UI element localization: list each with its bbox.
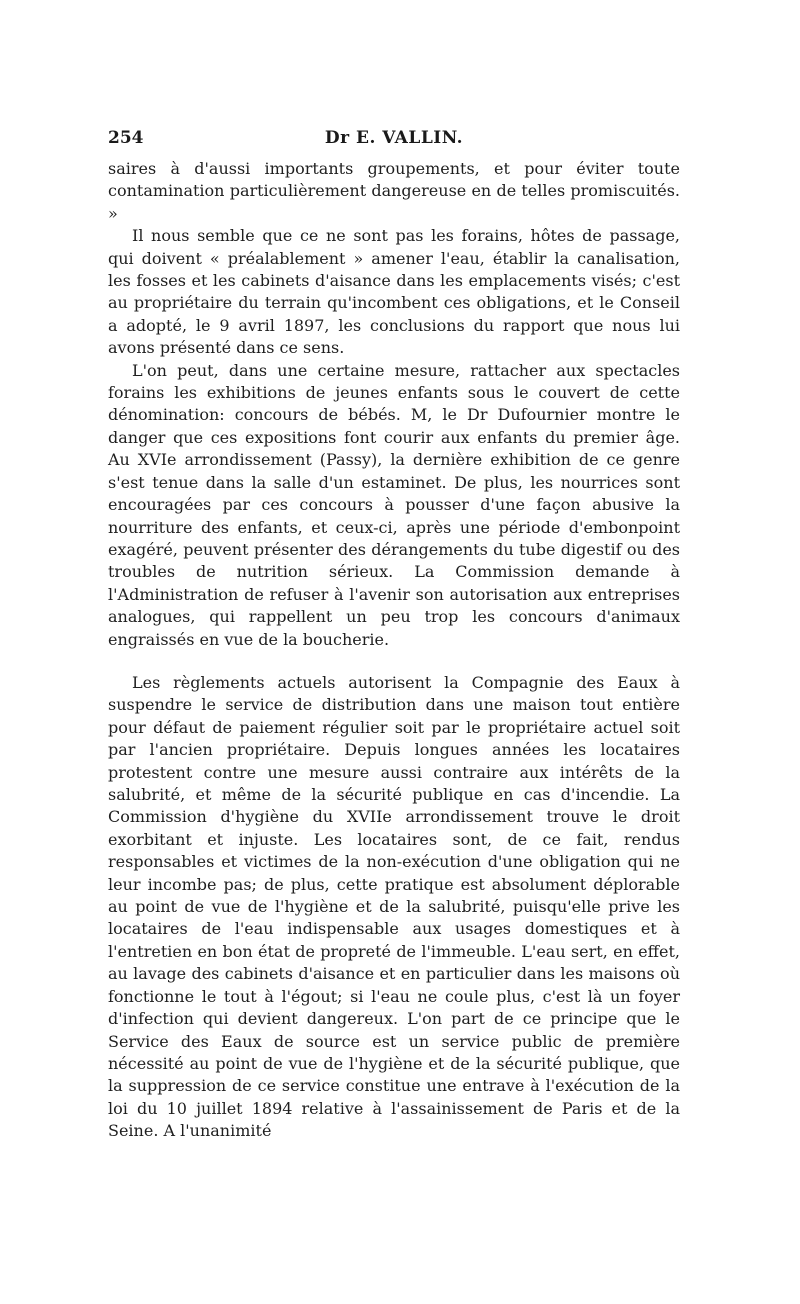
- paragraph-concours-bebes: L'on peut, dans une certaine mesure, rattacher aux spectacles forains les exhibitions de jeunes enfants sous le couvert de cette dénomination: concours de bébés. M, le Dr Dufournier montre le danger que ces expositions font courir aux enfants du premier âge. Au XVIe arrondissement (Passy), la dernière exhibition de ce genre s'est tenue dans la salle d'un estaminet. De plus, les nourrices sont encouragées par ces concours à pousser d'une façon abusive la nourriture des enfants, et ceux-ci, après une période d'embonpoint exagéré, peuvent présenter des dérangements du tube digestif ou des troubles de nutrition sérieux. La Commission demande à l'Administration de refuser à l'avenir son autorisation aux entreprises analogues, qui rappellent un peu trop les concours d'animaux engraissés en vue de la boucherie.: [108, 360, 680, 649]
- page-header: [108, 128, 680, 152]
- text-block-forains: [108, 158, 680, 651]
- running-head: Dr E. VALLIN.: [324, 128, 464, 148]
- paragraph-continuation: saires à d'aussi importants groupements, et pour éviter toute contamination particulièrement dangereuse en de telles promiscuités. »: [108, 159, 680, 223]
- text-block-eaux: [108, 672, 680, 1143]
- page-number: 254: [108, 128, 144, 148]
- paragraph-forains: Il nous semble que ce ne sont pas les forains, hôtes de passage, qui doivent « préalablement » amener l'eau, établir la canalisation, les fosses et les cabinets d'aisance dans les emplacements visés; c'est au propriétaire du terrain qu'incombent ces obligations, et le Conseil a adopté, le 9 avril 1897, les conclusions du rapport que nous lui avons présenté dans ce sens.: [108, 226, 680, 358]
- paragraph-compagnie-eaux: Les règlements actuels autorisent la Compagnie des Eaux à suspendre le service de distribution dans une maison tout entière pour défaut de paiement régulier soit par le propriétaire actuel soit par l'ancien propriétaire. Depuis longues années les locataires protestent contre une mesure aussi contraire aux intérêts de la salubrité, et même de la sécurité publique en cas d'incendie. La Commission d'hygiène du XVIIe arrondissement trouve le droit exorbitant et injuste. Les locataires sont, de ce fait, rendus responsables et victimes de la non-exécution d'une obligation qui ne leur incombe pas; de plus, cette pratique est absolument déplorable au point de vue de l'hygiène et de la salubrité, puisqu'elle prive les locataires de l'eau indispensable aux usages domestiques et à l'entretien en bon état de propreté de l'immeuble. L'eau sert, en effet, au lavage des cabinets d'aisance et en particulier dans les maisons où fonctionne le tout à l'égout; si l'eau ne coule plus, c'est là un foyer d'infection qui devient dangereux. L'on part de ce principe que le Service des Eaux de source est un service public de première nécessité au point de vue de l'hygiène et de la sécurité publique, que la suppression de ce service constitue une entrave à l'exécution de la loi du 10 juillet 1894 relative à l'assainissement de Paris et de la Seine. A l'unanimité: [108, 673, 680, 1141]
